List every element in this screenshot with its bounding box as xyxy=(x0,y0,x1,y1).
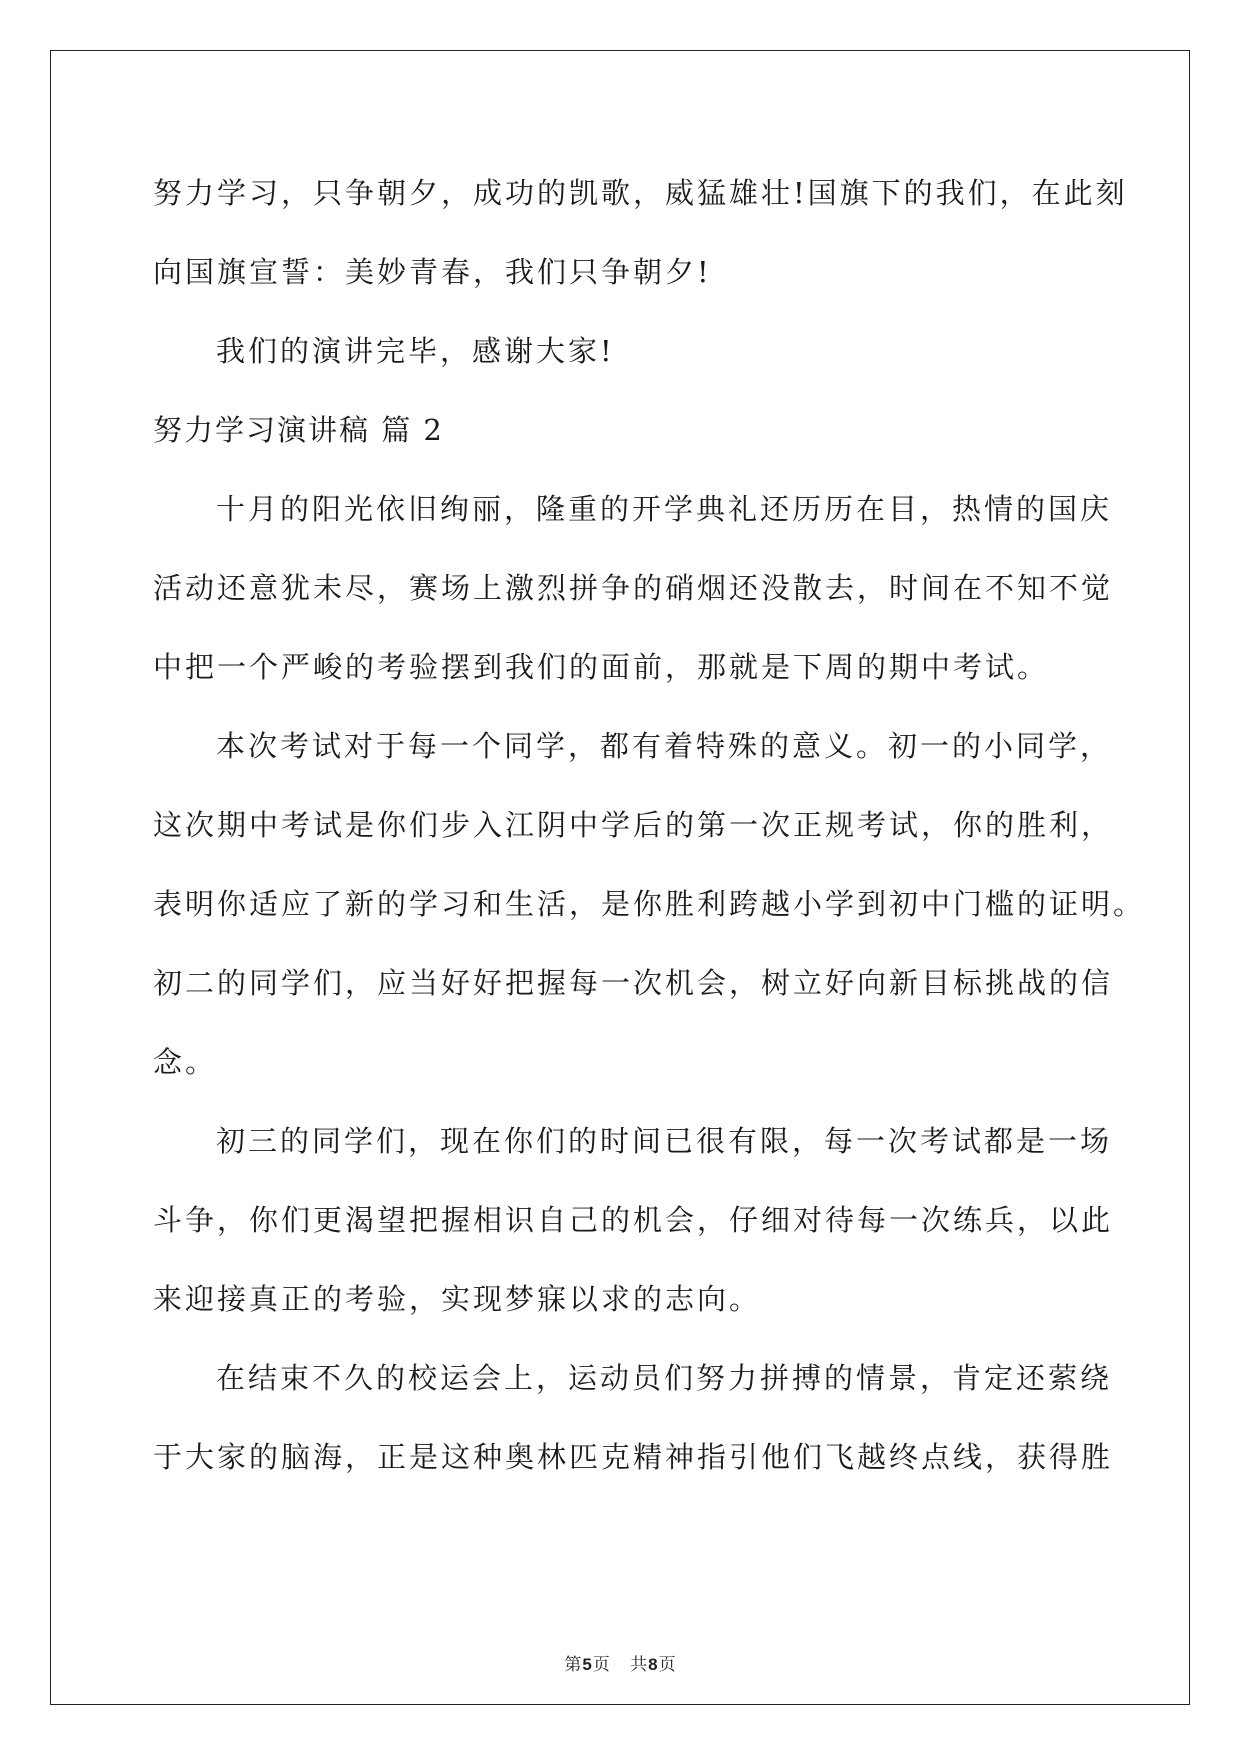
text-line: 这次期中考试是你们步入江阴中学后的第一次正规考试，你的胜利， xyxy=(153,808,1114,842)
paragraph xyxy=(153,316,1093,395)
text-line: 十月的阳光依旧绚丽，隆重的开学典礼还历历在目，热情的国庆 xyxy=(216,492,1113,526)
page-footer xyxy=(0,1650,1241,1675)
text-line: 初二的同学们，应当好好把握每一次机会，树立好向新目标挑战的信 xyxy=(153,966,1114,1000)
text-line: 念。 xyxy=(153,1045,218,1079)
footer-page-suffix: 页 xyxy=(592,1655,611,1675)
text-line: 在结束不久的校运会上，运动员们努力拼搏的情景，肯定还萦绕 xyxy=(216,1361,1113,1395)
text-line: 斗争，你们更渴望把握相识自己的机会，仔细对待每一次练兵，以此 xyxy=(153,1203,1114,1237)
total-page-count: 8 xyxy=(648,1655,659,1674)
footer-total-prefix: 共 xyxy=(630,1655,649,1675)
section-heading: 努力学习演讲稿 篇 2 xyxy=(153,413,444,447)
paragraph xyxy=(153,158,1128,316)
paragraph xyxy=(153,1106,1114,1343)
paragraph xyxy=(153,1343,1114,1501)
text-line: 向国旗宣誓：美妙青春，我们只争朝夕! xyxy=(153,255,712,289)
text-line: 本次考试对于每一个同学，都有着特殊的意义。初一的小同学， xyxy=(216,729,1113,763)
footer-total-suffix: 页 xyxy=(658,1655,677,1675)
text-line: 表明你适应了新的学习和生活，是你胜利跨越小学到初中门槛的证明。 xyxy=(153,887,1146,921)
text-line: 努力学习，只争朝夕，成功的凯歌，威猛雄壮!国旗下的我们，在此刻 xyxy=(153,176,1128,210)
document-body xyxy=(153,158,1146,1501)
text-line: 活动还意犹未尽，赛场上激烈拼争的硝烟还没散去，时间在不知不觉 xyxy=(153,571,1114,605)
text-line: 来迎接真正的考验，实现梦寐以求的志向。 xyxy=(153,1282,762,1316)
text-line: 初三的同学们，现在你们的时间已很有限，每一次考试都是一场 xyxy=(216,1124,1113,1158)
text-line: 于大家的脑海，正是这种奥林匹克精神指引他们飞越终点线，获得胜 xyxy=(153,1440,1114,1474)
paragraph xyxy=(153,711,1146,1106)
text-line: 中把一个严峻的考验摆到我们的面前，那就是下周的期中考试。 xyxy=(153,650,1050,684)
paragraph xyxy=(153,474,1114,711)
footer-prefix: 第 xyxy=(564,1655,583,1675)
current-page-number: 5 xyxy=(582,1655,593,1674)
text-line: 我们的演讲完毕，感谢大家! xyxy=(216,334,615,368)
